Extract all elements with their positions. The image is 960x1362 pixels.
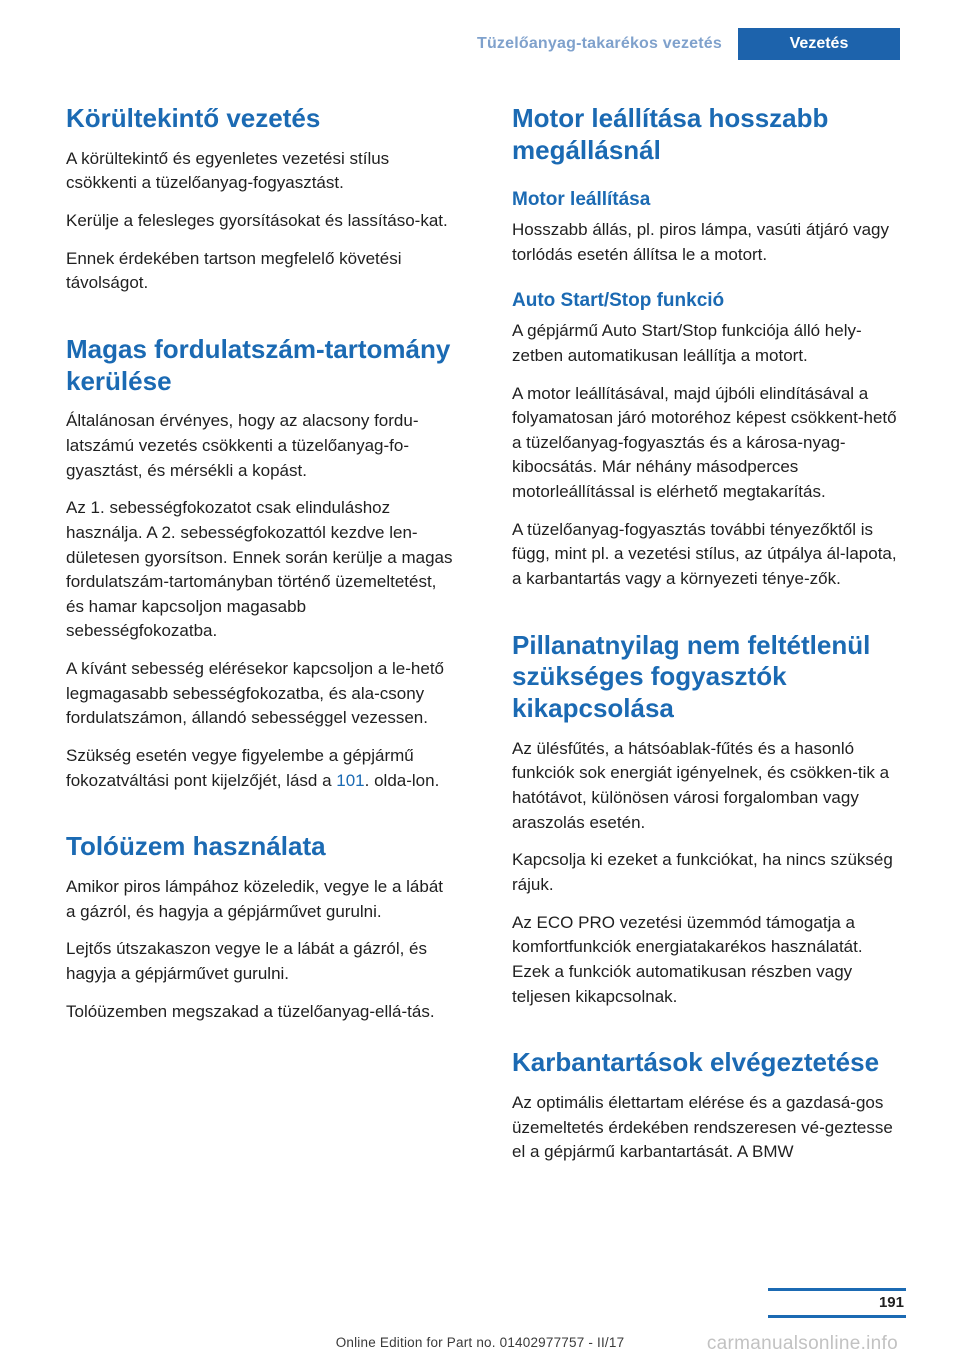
content-columns — [66, 103, 902, 1178]
paragraph-text: . olda-lon. — [364, 770, 440, 790]
paragraph: Az optimális élettartam elérése és a gazdasá-gos üzemeltetés érdekében rendszeresen vé-geztesse el a gépjármű karbantartását. A BMW — [512, 1092, 893, 1162]
paragraph-text: Szükség esetén vegye figyelembe a gépjármű fokozatváltási pont kijelzőjét, lásd a — [66, 746, 414, 790]
section-heading: Magas fordulatszám-tartomány kerülése — [66, 333, 451, 396]
section-heading: Karbantartások elvégeztetése — [512, 1047, 880, 1078]
paragraph: A tüzelőanyag-fogyasztás további tényezőktől is függ, mint pl. a vezetési stílus, az útpálya ál-lapota, a karbantartás vagy a környezeti ténye-zők. — [512, 519, 897, 588]
paragraph: A kívánt sebesség elérésekor kapcsoljon a le-hető legmagasabb sebességfokozatba, és ala-csony fordulatszámon, állandó sebességgel vezessen. — [66, 659, 445, 728]
paragraph: Általánosan érvényes, hogy az alacsony fordu-latszámú vezetés csökkenti a tüzelőanyag-fo-gyasztást, és mérsékli a kopást. — [66, 411, 419, 480]
paragraph: A gépjármű Auto Start/Stop funkciója álló hely-zetben automatikusan leállítja a motort. — [512, 321, 862, 365]
section-heading: Körültekintő vezetés — [66, 103, 321, 133]
paragraph: Ennek érdekében tartson megfelelő követési távolságot. — [66, 248, 402, 293]
chapter-title: Tüzelőanyag-takarékos vezetés — [476, 35, 722, 52]
paragraph: Az ECO PRO vezetési üzemmód támogatja a komfortfunkciók energiatakarékos használatát. Ezek a funkciók automatikusan részben vagy teljesen kikapcsolnak. — [512, 912, 863, 1006]
page-number-box — [768, 1288, 906, 1318]
watermark: carmanualsonline.info — [706, 1333, 898, 1354]
right-column — [512, 103, 902, 1178]
paragraph: Kerülje a felesleges gyorsításokat és lassításo-kat. — [66, 211, 448, 230]
page-reference-link[interactable]: 101 — [336, 770, 365, 790]
paragraph: Tolóüzemben megszakad a tüzelőanyag-ellá-tás. — [66, 1001, 435, 1021]
paragraph: Kapcsolja ki ezeket a funkciókat, ha nincs szükség rájuk. — [512, 850, 893, 894]
paragraph: Hosszabb állás, pl. piros lámpa, vasúti átjáró vagy torlódás esetén állítsa le a motort. — [512, 220, 890, 264]
section-heading: Pillanatnyilag nem feltétlenül szükséges fogyasztók kikapcsolása — [512, 629, 871, 724]
paragraph — [66, 744, 456, 793]
paragraph: A körültekintő és egyenletes vezetési stílus csökkenti a tüzelőanyag-fogyasztást. — [66, 148, 390, 193]
paragraph: Lejtős útszakaszon vegye le a lábát a gázról, és hagyja a gépjárművet gurulni. — [66, 939, 427, 983]
page-number: 191 — [878, 1294, 904, 1311]
paragraph: Az ülésfűtés, a hátsóablak-fűtés és a hasonló funkciók sok energiát igényelnek, és csökken-tik a hatótávot, különösen városi forgalomban vagy araszolás esetén. — [512, 738, 890, 832]
edition-note: Online Edition for Part no. 01402977757 - II/17 — [335, 1335, 625, 1350]
sub-heading: Auto Start/Stop funkció — [512, 290, 725, 312]
page-header — [477, 28, 900, 60]
left-column — [66, 103, 456, 1178]
sub-heading: Motor leállítása — [512, 189, 651, 211]
paragraph: A motor leállításával, majd újbóli elindításával a folyamatosan járó motoréhoz képest csökkent-hető a tüzelőanyag-fogyasztás és a károsa-nyag-kibocsátás. Már néhány másodperces motorleállítással is elérhető megtakarítás. — [512, 383, 897, 502]
section-heading: Tolóüzem használata — [66, 831, 326, 862]
section-heading: Motor leállítása hosszabb megállásnál — [512, 103, 829, 165]
paragraph: Amikor piros lámpához közeledik, vegye le a lábát a gázról, és hagyja a gépjárművet gurulni. — [66, 877, 444, 921]
section-tab: Vezetés — [738, 28, 900, 60]
paragraph: Az 1. sebességfokozatot csak elinduláshoz használja. A 2. sebességfokozattól kezdve len-dületesen gyorsítson. Ennek során kerülje a magas fordulatszám-tartományban történő üzemeltetést, és hamar kapcsoljon magasabb sebességfokozatba. — [66, 498, 453, 641]
